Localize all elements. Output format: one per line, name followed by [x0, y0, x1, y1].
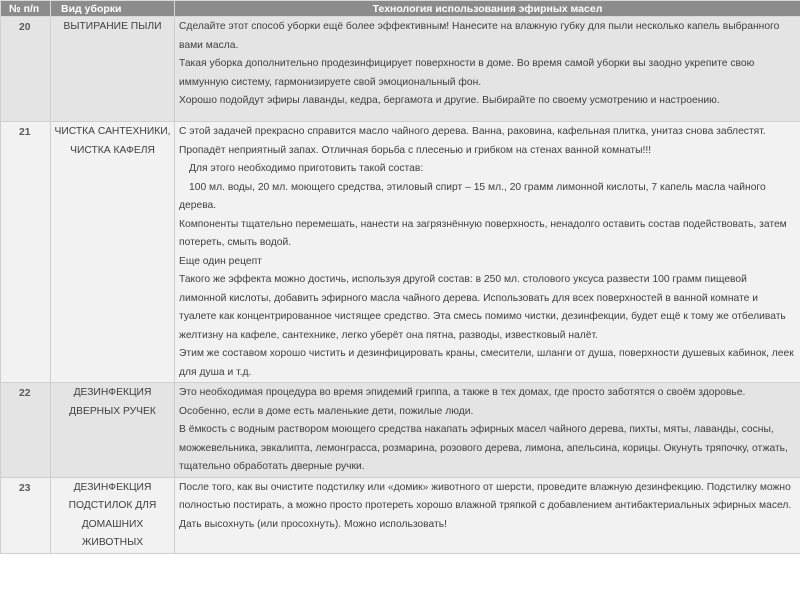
row-number: 20	[1, 17, 51, 122]
row-paragraph: Этим же составом хорошо чистить и дезинфицировать краны, смесители, шланги от душа, поверхности душевых кабинок, леек для душа и т.д.	[179, 348, 794, 378]
row-paragraph: Компоненты тщательно перемешать, нанести на загрязнённую поверхность, ненадолго оставить состав подействовать, затем потереть, смыть водой.	[179, 218, 787, 248]
row-technology	[175, 477, 800, 553]
row-paragraph: В ёмкость с водным раствором моющего средства накапать эфирных масел чайного дерева, пихты, мяты, лаванды, сосны, можжевельника, эвкалипта, лемонграсса, розмарина, розового дерева, лимона, апельсина, корицы. Окунуть тряпочку, отжать, тщательно обработать дверные ручки.	[179, 424, 788, 472]
table-row	[1, 383, 800, 478]
row-number: 23	[1, 477, 51, 553]
row-cleaning-type: ЧИСТКА САНТЕХНИКИ, ЧИСТКА КАФЕЛЯ	[51, 122, 175, 383]
row-paragraph: С этой задачей прекрасно справится масло чайного дерева. Ванна, раковина, кафельная плитка, унитаз снова заблестят. Пропадёт неприятный запах. Отличная борьба с плесенью и грибком на стенах ванной комнаты!!!	[179, 126, 766, 156]
row-paragraph: Хорошо подойдут эфиры лаванды, кедра, бергамота и другие. Выбирайте по своему усмотрению и настроению.	[179, 95, 720, 106]
table-row	[1, 122, 800, 383]
row-paragraph: Такая уборка дополнительно продезинфицирует поверхности в доме. Во время самой уборки вы заодно укрепите свою иммунную систему, гармонизируете свой эмоциональный фон.	[179, 58, 755, 88]
row-number: 22	[1, 383, 51, 478]
row-paragraph: Такого же эффекта можно достичь, используя другой состав: в 250 мл. столового уксуса развести 100 грамм пищевой лимонной кислоты, добавить эфирного масла чайного дерева. Использовать для всех поверхностей в ванной комнате и туалете как концентрированное чистящее средство. Эта смесь помимо чистки, дезинфекции, будет ещё к тому же отбеливать желтизну на кафеле, сантехнике, легко уберёт она пятна, разводы, известковый налёт.	[179, 274, 786, 341]
row-technology	[175, 122, 800, 383]
row-cleaning-type: ВЫТИРАНИЕ ПЫЛИ	[51, 17, 175, 122]
table-row	[1, 17, 800, 122]
row-technology	[175, 383, 800, 478]
row-paragraph: Дать высохнуть (или просохнуть). Можно использовать!	[179, 518, 447, 530]
row-paragraph: 100 мл. воды, 20 мл. моющего средства, этиловый спирт – 15 мл., 20 грамм лимонной кислоты, 7 капель масла чайного дерева.	[179, 181, 766, 211]
table-row	[1, 477, 800, 553]
header-number: № п/п	[1, 1, 51, 17]
table-header-row	[1, 1, 800, 17]
header-cleaning-type: Вид уборки	[51, 1, 175, 17]
row-cleaning-type: ДЕЗИНФЕКЦИЯ ПОДСТИЛОК ДЛЯ ДОМАШНИХ ЖИВОТНЫХ	[51, 477, 175, 553]
header-technology: Технология использования эфирных масел	[175, 1, 800, 17]
row-technology	[175, 17, 800, 122]
row-number: 21	[1, 122, 51, 383]
row-paragraph: Еще один рецепт	[179, 255, 262, 267]
row-paragraph: После того, как вы очистите подстилку или «домик» животного от шерсти, проведите влажную дезинфекцию. Подстилку можно полностью постирать, а можно просто протереть хорошо влажной тряпкой с добавлением антибактериальных эфирных масел.	[179, 481, 792, 511]
row-paragraph: Это необходимая процедура во время эпидемий гриппа, а также в тех домах, где просто заботятся о своём здоровье. Особенно, если в доме есть маленькие дети, пожилые люди.	[179, 387, 746, 417]
row-paragraph: Сделайте этот способ уборки ещё более эффективным! Нанесите на влажную губку для пыли несколько капель выбранного вами масла.	[179, 21, 780, 51]
row-cleaning-type: ДЕЗИНФЕКЦИЯ ДВЕРНЫХ РУЧЕК	[51, 383, 175, 478]
row-paragraph: Для этого необходимо приготовить такой состав:	[189, 163, 424, 174]
